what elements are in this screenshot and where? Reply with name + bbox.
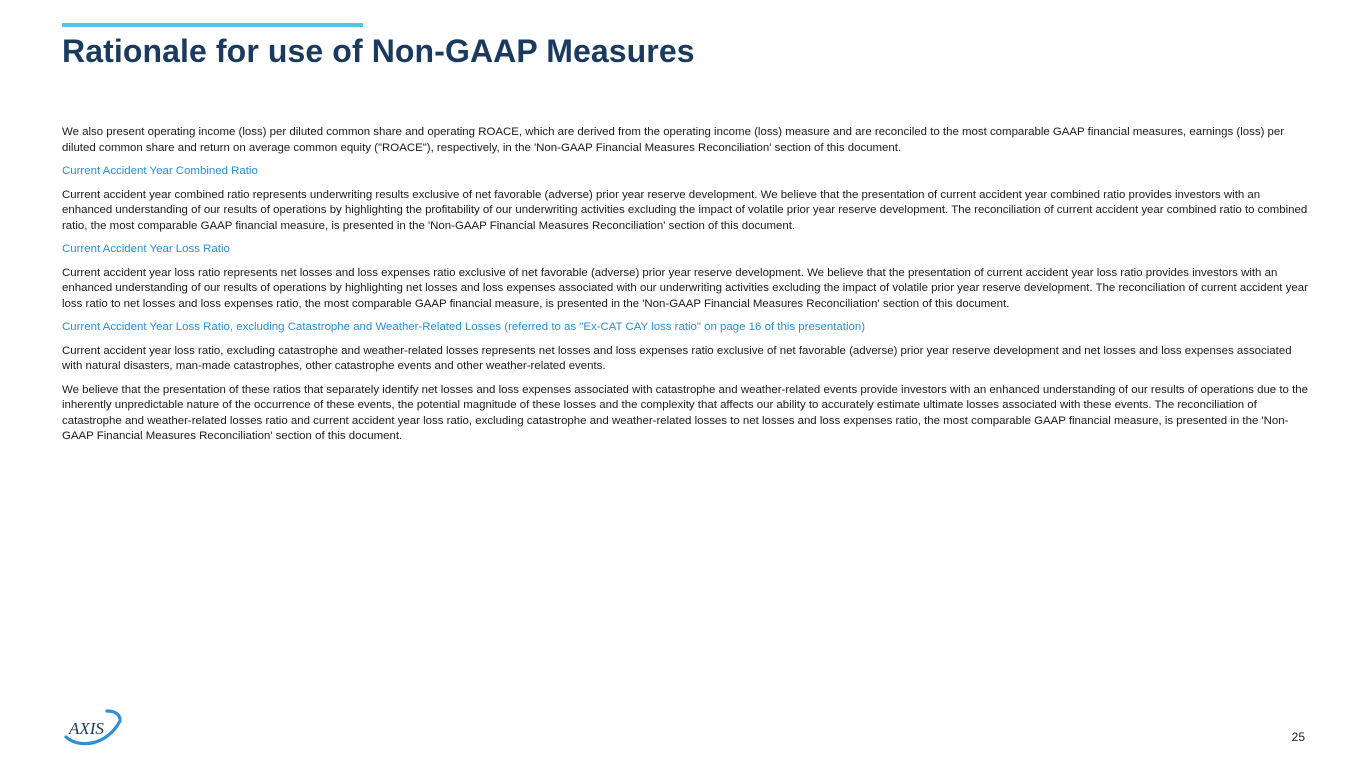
section-paragraph-cay-loss-ratio: Current accident year loss ratio represents net losses and loss expenses ratio exclusive of net favorable (adverse) prior year reserve development. We believe that the presentation of current accident year loss ratio provides investors with an enhanced understanding of our results of operations by highlighting net losses and loss expenses associated with our underwriting activities excluding the impact of volatile prior year reserve development. The reconciliation of current accident year loss ratio to net losses and loss expenses ratio, the most comparable GAAP financial measure, is presented in the 'Non-GAAP Financial Measures Reconciliation' section of this document. bbox=[62, 266, 1308, 310]
section-paragraph-cay-combined-ratio: Current accident year combined ratio represents underwriting results exclusive of net favorable (adverse) prior year reserve development. We believe that the presentation of current accident year combined ratio provides investors with an enhanced understanding of our results of operations by highlighting the profitability of our underwriting activities excluding the impact of volatile prior year reserve development. The reconciliation of current accident year combined ratio to combined ratio, the most comparable GAAP financial measure, is presented in the 'Non-GAAP Financial Measures Reconciliation' section of this document. bbox=[62, 188, 1308, 232]
logo-wordmark: AXIS bbox=[69, 719, 104, 738]
page-title: Rationale for use of Non-GAAP Measures bbox=[62, 33, 695, 69]
section-heading-ex-cat-cay-loss-ratio: Current Accident Year Loss Ratio, excluding Catastrophe and Weather-Related Losses (referred to as "Ex-CAT CAY loss ratio" on page 16 of this presentation) bbox=[62, 321, 866, 333]
body-text bbox=[62, 125, 1310, 453]
section-paragraph-ex-cat-rationale: We believe that the presentation of these ratios that separately identify net losses and loss expenses associated with catastrophe and weather-related events provide investors with an enhanced understanding of our results of operations due to the inherently unpredictable nature of the occurrence of these events, the potential magnitude of these losses and the complexity that affects our ability to accurately estimate ultimate losses associated with these events. The reconciliation of catastrophe and weather-related losses ratio and current accident year loss ratio, excluding catastrophe and weather-related losses to net losses and loss expenses ratio, the most comparable GAAP financial measure, is presented in the 'Non-GAAP Financial Measures Reconciliation' section of this document. bbox=[62, 383, 1308, 442]
axis-logo bbox=[60, 707, 124, 751]
section-heading-cay-loss-ratio: Current Accident Year Loss Ratio bbox=[62, 243, 230, 255]
title-accent-bar bbox=[62, 23, 363, 27]
intro-paragraph: We also present operating income (loss) per diluted common share and operating ROACE, which are derived from the operating income (loss) measure and are reconciled to the most comparable GAAP financial measures, earnings (loss) per diluted common share and return on average common equity ("ROACE"), respectively, in the 'Non-GAAP Financial Measures Reconciliation' section of this document. bbox=[62, 126, 1285, 154]
section-paragraph-ex-cat-definition: Current accident year loss ratio, excluding catastrophe and weather-related losses represents net losses and loss expenses ratio exclusive of net favorable (adverse) prior year reserve development and net losses and loss expenses associated with natural disasters, man-made catastrophes, other catastrophe events and other weather-related events. bbox=[62, 344, 1292, 372]
section-heading-cay-combined-ratio: Current Accident Year Combined Ratio bbox=[62, 165, 258, 177]
page-number: 25 bbox=[1291, 730, 1305, 744]
